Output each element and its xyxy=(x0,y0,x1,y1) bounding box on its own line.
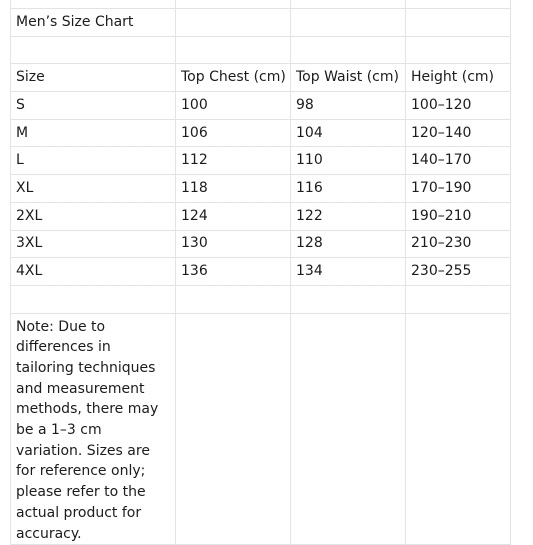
height-cell[interactable]: 230–255 xyxy=(406,258,511,286)
blank-row xyxy=(11,285,511,313)
column-header-height[interactable]: Height (cm) xyxy=(406,64,511,92)
cell[interactable] xyxy=(291,313,406,545)
size-cell[interactable]: 3XL xyxy=(11,230,176,258)
cell[interactable] xyxy=(406,0,511,9)
cell[interactable] xyxy=(176,0,291,9)
cell[interactable] xyxy=(291,9,406,37)
chest-cell[interactable]: 106 xyxy=(176,119,291,147)
note-row xyxy=(11,313,511,545)
table-row xyxy=(11,258,511,286)
chest-cell[interactable]: 118 xyxy=(176,175,291,203)
chest-cell[interactable]: 100 xyxy=(176,92,291,120)
size-cell[interactable]: 4XL xyxy=(11,258,176,286)
column-header-size[interactable]: Size xyxy=(11,64,176,92)
title-row xyxy=(11,9,511,37)
height-cell[interactable]: 140–170 xyxy=(406,147,511,175)
table-row xyxy=(11,175,511,203)
top-spacer-row xyxy=(11,0,511,9)
waist-cell[interactable]: 110 xyxy=(291,147,406,175)
height-cell[interactable]: 190–210 xyxy=(406,202,511,230)
table-row xyxy=(11,202,511,230)
chest-cell[interactable]: 130 xyxy=(176,230,291,258)
chart-title[interactable]: Men’s Size Chart xyxy=(11,9,176,37)
size-cell[interactable]: 2XL xyxy=(11,202,176,230)
size-cell[interactable]: L xyxy=(11,147,176,175)
cell[interactable] xyxy=(176,285,291,313)
cell[interactable] xyxy=(406,9,511,37)
column-header-top-waist[interactable]: Top Waist (cm) xyxy=(291,64,406,92)
cell[interactable] xyxy=(291,36,406,64)
waist-cell[interactable]: 128 xyxy=(291,230,406,258)
cell[interactable] xyxy=(291,0,406,9)
waist-cell[interactable]: 104 xyxy=(291,119,406,147)
height-cell[interactable]: 210–230 xyxy=(406,230,511,258)
chest-cell[interactable]: 124 xyxy=(176,202,291,230)
waist-cell[interactable]: 116 xyxy=(291,175,406,203)
table-row xyxy=(11,147,511,175)
height-cell[interactable]: 120–140 xyxy=(406,119,511,147)
cell[interactable] xyxy=(11,0,176,9)
waist-cell[interactable]: 98 xyxy=(291,92,406,120)
height-cell[interactable]: 170–190 xyxy=(406,175,511,203)
height-cell[interactable]: 100–120 xyxy=(406,92,511,120)
size-chart-table xyxy=(10,0,511,545)
cell[interactable] xyxy=(406,285,511,313)
cell[interactable] xyxy=(406,313,511,545)
blank-row xyxy=(11,36,511,64)
note-cell[interactable]: Note: Due to differences in tailoring techniques and measurement methods, there may be a 1–3 cm variation. Sizes are for reference only; please refer to the actual product for accuracy. xyxy=(11,313,176,545)
cell[interactable] xyxy=(11,285,176,313)
waist-cell[interactable]: 122 xyxy=(291,202,406,230)
cell[interactable] xyxy=(176,9,291,37)
cell[interactable] xyxy=(176,36,291,64)
size-cell[interactable]: S xyxy=(11,92,176,120)
cell[interactable] xyxy=(406,36,511,64)
size-cell[interactable]: XL xyxy=(11,175,176,203)
header-row xyxy=(11,64,511,92)
waist-cell[interactable]: 134 xyxy=(291,258,406,286)
size-cell[interactable]: M xyxy=(11,119,176,147)
cell[interactable] xyxy=(176,313,291,545)
table-row xyxy=(11,92,511,120)
table-row xyxy=(11,230,511,258)
table-row xyxy=(11,119,511,147)
cell[interactable] xyxy=(291,285,406,313)
column-header-top-chest[interactable]: Top Chest (cm) xyxy=(176,64,291,92)
chest-cell[interactable]: 112 xyxy=(176,147,291,175)
cell[interactable] xyxy=(11,36,176,64)
chest-cell[interactable]: 136 xyxy=(176,258,291,286)
